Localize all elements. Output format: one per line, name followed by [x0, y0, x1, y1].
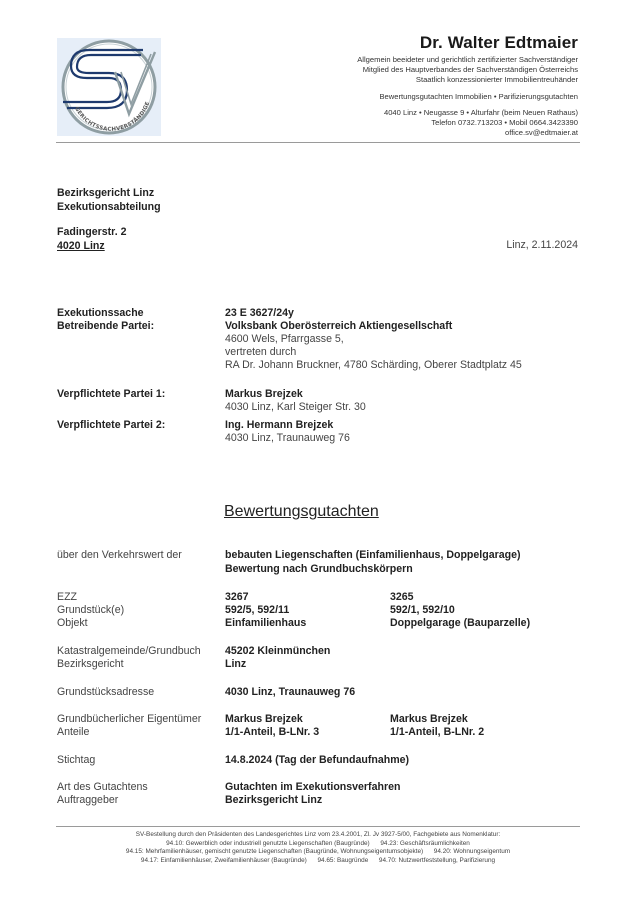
property-address-label: Grundstücksadresse — [57, 686, 155, 698]
market-value-subject: bebauten Liegenschaften (Einfamilienhaus, Doppelgarage) — [225, 549, 521, 561]
header-divider — [56, 142, 580, 143]
footer-line-4: 94.17: Einfamilienhäuser, Zweifamilienhäuser (Baugründe) 94.65: Baugründe 94.70: Nutzwertfeststellung, Parifizierung — [140, 856, 496, 864]
owner-value-2: Markus Brejzek — [390, 713, 468, 725]
letter-date: Linz, 2.11.2024 — [506, 239, 578, 251]
defendant1-address: 4030 Linz, Karl Steiger Str. 30 — [225, 401, 366, 413]
object-label: Objekt — [57, 617, 88, 629]
phone-line: Telefon 0732.713203 • Mobil 0664.3423390 — [431, 118, 578, 128]
valuation-method: Bewertung nach Grundbuchskörpern — [225, 563, 413, 575]
district-court-value: Linz — [225, 658, 247, 670]
membership-line: Mitglied des Hauptverbandes der Sachverständigen Österreichs — [362, 65, 578, 75]
footer-line-1: SV-Bestellung durch den Präsidenten des Landesgerichtes Linz vom 23.4.2001, Zl. Jv 3927-5/00, Fachgebiete aus Nomenklatur: — [135, 831, 501, 838]
cadastral-label: Katastralgemeinde/Grundbuch — [57, 645, 201, 657]
letterhead — [357, 33, 578, 138]
ezz-value-2: 3265 — [390, 591, 414, 603]
sv-logo — [57, 38, 161, 136]
shares-label: Anteile — [57, 726, 90, 738]
plaintiff-label: Betreibende Partei: — [57, 320, 155, 332]
plot-value-1: 592/5, 592/11 — [225, 604, 290, 616]
plot-label: Grundstück(e) — [57, 604, 125, 616]
object-value-1: Einfamilienhaus — [225, 617, 307, 629]
svg-text:GERICHTSSACHVERSTÄNDIGE: GERICHTSSACHVERSTÄNDIGE — [73, 100, 152, 133]
email-link[interactable]: office.sv@edtmaier.at — [505, 128, 578, 138]
sv-logo-icon — [57, 38, 161, 136]
ezz-value-1: 3267 — [225, 591, 249, 603]
recipient-court: Bezirksgericht Linz — [57, 187, 155, 199]
recipient-block — [57, 187, 161, 253]
plaintiff-name: Volksbank Oberösterreich Aktiengesellschaft — [225, 320, 453, 332]
district-court-label: Bezirksgericht — [57, 658, 124, 670]
reference-date-value: 14.8.2024 (Tag der Befundaufnahme) — [225, 754, 410, 766]
qualification-line: Allgemein beeideter und gerichtlich zertifizierter Sachverständiger — [357, 55, 578, 64]
market-value-label: über den Verkehrswert der — [57, 549, 182, 561]
address-line: 4040 Linz • Neugasse 9 • Alturfahr (beim Neuen Rathaus) — [383, 107, 578, 117]
recipient-department: Exekutionsabteilung — [57, 200, 161, 213]
services-line: Bewertungsgutachten Immobilien • Parifizierungsgutachten — [379, 91, 578, 101]
license-line: Staatlich konzessionierter Immobilientreuhänder — [415, 75, 578, 85]
case-label: Exekutionssache — [57, 307, 144, 319]
defendant2-name: Ing. Hermann Brejzek — [225, 419, 334, 431]
shares-value-1: 1/1-Anteil, B-LNr. 3 — [225, 726, 320, 738]
footer-line-2: 94.10: Gewerblich oder industriell genutzte Liegenschaften (Baugründe) 94.23: Geschäftsräumlichkeiten — [166, 839, 470, 847]
plaintiff-lawyer: RA Dr. Johann Bruckner, 4780 Schärding, Oberer Stadtplatz 45 — [225, 359, 522, 371]
client-value: Bezirksgericht Linz — [225, 794, 323, 806]
defendant1-label: Verpflichtete Partei 1: — [57, 388, 166, 400]
recipient-street: Fadingerstr. 2 — [57, 226, 127, 238]
plaintiff-represented: vertreten durch — [225, 346, 297, 358]
expert-name: Dr. Walter Edtmaier — [419, 33, 578, 52]
plaintiff-address: 4600 Wels, Pfarrgasse 5, — [225, 333, 344, 345]
owner-value-1: Markus Brejzek — [225, 713, 303, 725]
recipient-city: 4020 Linz — [57, 239, 105, 252]
owner-label: Grundbücherlicher Eigentümer — [57, 713, 202, 725]
report-type-value: Gutachten im Exekutionsverfahren — [225, 781, 401, 793]
document-title: Bewertungsgutachten — [224, 503, 379, 520]
client-label: Auftraggeber — [57, 794, 119, 806]
plot-value-2: 592/1, 592/10 — [390, 604, 455, 616]
footer-divider — [56, 826, 580, 827]
ezz-label: EZZ — [57, 591, 78, 603]
defendant2-address: 4030 Linz, Traunauweg 76 — [225, 432, 350, 444]
shares-value-2: 1/1-Anteil, B-LNr. 2 — [390, 726, 485, 738]
report-type-label: Art des Gutachtens — [57, 781, 148, 793]
defendant2-label: Verpflichtete Partei 2: — [57, 419, 166, 431]
footer-note — [56, 831, 580, 865]
footer-line-3: 94.15: Mehrfamilienhäuser, gemischt genutzte Liegenschaften (Baugründe, Wohnungseigentumsobjekte) 94.20: Wohnungseigentum — [125, 848, 511, 856]
cadastral-value: 45202 Kleinmünchen — [225, 645, 331, 657]
defendant1-name: Markus Brejzek — [225, 388, 303, 400]
case-number: 23 E 3627/24y — [225, 307, 294, 319]
reference-date-label: Stichtag — [57, 754, 96, 766]
object-value-2: Doppelgarage (Bauparzelle) — [390, 617, 531, 629]
property-address-value: 4030 Linz, Traunauweg 76 — [225, 686, 356, 698]
